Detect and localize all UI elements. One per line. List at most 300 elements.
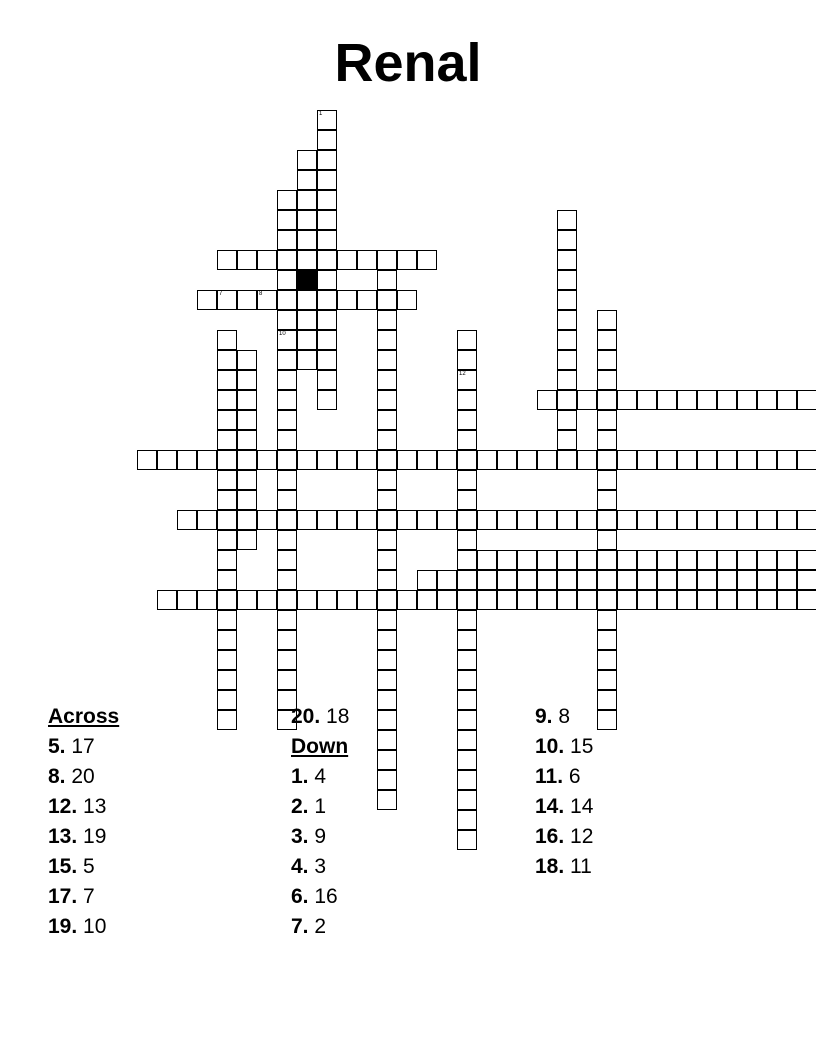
- grid-cell[interactable]: [237, 470, 257, 490]
- grid-cell[interactable]: [377, 790, 397, 810]
- grid-cell[interactable]: [697, 510, 717, 530]
- grid-cell[interactable]: [637, 590, 657, 610]
- grid-cell[interactable]: [337, 450, 357, 470]
- grid-cell[interactable]: [397, 590, 417, 610]
- grid-cell[interactable]: [437, 590, 457, 610]
- grid-cell[interactable]: [377, 750, 397, 770]
- grid-cell[interactable]: [457, 390, 477, 410]
- grid-cell[interactable]: [297, 350, 317, 370]
- grid-cell[interactable]: [477, 510, 497, 530]
- grid-cell[interactable]: [497, 510, 517, 530]
- grid-cell[interactable]: [617, 550, 637, 570]
- grid-cell[interactable]: [197, 450, 217, 470]
- grid-cell[interactable]: [377, 550, 397, 570]
- grid-cell[interactable]: [597, 410, 617, 430]
- grid-cell[interactable]: [457, 490, 477, 510]
- grid-cell[interactable]: [597, 590, 617, 610]
- grid-cell[interactable]: [297, 250, 317, 270]
- grid-cell[interactable]: [477, 450, 497, 470]
- grid-cell[interactable]: [597, 570, 617, 590]
- grid-cell[interactable]: [237, 410, 257, 430]
- grid-cell[interactable]: [177, 590, 197, 610]
- grid-cell[interactable]: [557, 370, 577, 390]
- grid-cell[interactable]: [317, 310, 337, 330]
- grid-cell[interactable]: [597, 470, 617, 490]
- grid-cell[interactable]: [657, 510, 677, 530]
- grid-cell[interactable]: [497, 570, 517, 590]
- grid-cell[interactable]: [277, 410, 297, 430]
- grid-cell[interactable]: [217, 290, 237, 310]
- grid-cell[interactable]: [237, 370, 257, 390]
- grid-cell[interactable]: [277, 290, 297, 310]
- grid-cell[interactable]: [757, 550, 777, 570]
- grid-cell[interactable]: [597, 370, 617, 390]
- grid-cell[interactable]: [417, 510, 437, 530]
- grid-cell[interactable]: [657, 570, 677, 590]
- grid-cell[interactable]: [557, 410, 577, 430]
- grid-cell[interactable]: [297, 170, 317, 190]
- grid-cell[interactable]: [277, 610, 297, 630]
- grid-cell[interactable]: [557, 330, 577, 350]
- grid-cell[interactable]: [197, 290, 217, 310]
- grid-cell[interactable]: [437, 570, 457, 590]
- grid-cell[interactable]: [377, 350, 397, 370]
- grid-cell[interactable]: [657, 390, 677, 410]
- grid-cell[interactable]: [217, 450, 237, 470]
- grid-cell[interactable]: [217, 650, 237, 670]
- grid-cell[interactable]: [697, 390, 717, 410]
- grid-cell[interactable]: [317, 510, 337, 530]
- grid-cell[interactable]: [377, 450, 397, 470]
- grid-cell[interactable]: [217, 370, 237, 390]
- grid-cell[interactable]: [757, 390, 777, 410]
- grid-cell[interactable]: [357, 290, 377, 310]
- grid-cell[interactable]: [557, 550, 577, 570]
- grid-cell[interactable]: [317, 270, 337, 290]
- grid-cell[interactable]: [617, 450, 637, 470]
- grid-cell[interactable]: [717, 390, 737, 410]
- grid-cell[interactable]: [597, 390, 617, 410]
- grid-cell[interactable]: [457, 690, 477, 710]
- grid-cell[interactable]: [377, 530, 397, 550]
- grid-cell[interactable]: [597, 530, 617, 550]
- grid-cell[interactable]: [677, 450, 697, 470]
- grid-cell[interactable]: [497, 550, 517, 570]
- grid-cell[interactable]: [237, 490, 257, 510]
- grid-cell[interactable]: [597, 670, 617, 690]
- grid-cell[interactable]: [217, 510, 237, 530]
- grid-cell[interactable]: [277, 510, 297, 530]
- grid-cell[interactable]: [397, 450, 417, 470]
- grid-cell[interactable]: [397, 290, 417, 310]
- grid-cell[interactable]: [717, 570, 737, 590]
- grid-cell[interactable]: [617, 390, 637, 410]
- grid-cell[interactable]: [457, 530, 477, 550]
- grid-cell[interactable]: [237, 250, 257, 270]
- grid-cell[interactable]: [297, 510, 317, 530]
- grid-cell[interactable]: [617, 510, 637, 530]
- grid-cell[interactable]: [457, 770, 477, 790]
- grid-cell[interactable]: [557, 450, 577, 470]
- grid-cell[interactable]: [557, 350, 577, 370]
- grid-cell[interactable]: [617, 570, 637, 590]
- grid-cell[interactable]: [537, 570, 557, 590]
- grid-cell[interactable]: [317, 130, 337, 150]
- grid-cell[interactable]: [337, 590, 357, 610]
- grid-cell[interactable]: [377, 590, 397, 610]
- grid-cell[interactable]: [597, 430, 617, 450]
- grid-cell[interactable]: [277, 250, 297, 270]
- grid-cell[interactable]: [277, 590, 297, 610]
- grid-cell[interactable]: [377, 330, 397, 350]
- grid-cell[interactable]: [717, 590, 737, 610]
- grid-cell[interactable]: [597, 550, 617, 570]
- grid-cell[interactable]: [337, 290, 357, 310]
- grid-cell[interactable]: [777, 590, 797, 610]
- grid-cell[interactable]: [257, 510, 277, 530]
- grid-cell[interactable]: [557, 430, 577, 450]
- grid-cell[interactable]: [217, 570, 237, 590]
- grid-cell[interactable]: [377, 250, 397, 270]
- grid-cell[interactable]: [757, 450, 777, 470]
- grid-cell[interactable]: [457, 730, 477, 750]
- grid-cell[interactable]: [257, 590, 277, 610]
- grid-cell[interactable]: [597, 490, 617, 510]
- grid-cell[interactable]: [717, 450, 737, 470]
- grid-cell[interactable]: [697, 450, 717, 470]
- grid-cell[interactable]: [557, 590, 577, 610]
- grid-cell[interactable]: [737, 550, 757, 570]
- grid-cell[interactable]: [457, 790, 477, 810]
- grid-cell[interactable]: [257, 250, 277, 270]
- grid-cell[interactable]: [337, 250, 357, 270]
- grid-cell[interactable]: [197, 590, 217, 610]
- grid-cell[interactable]: [597, 450, 617, 470]
- grid-cell[interactable]: [777, 450, 797, 470]
- grid-cell[interactable]: [557, 570, 577, 590]
- grid-cell[interactable]: [277, 310, 297, 330]
- grid-cell[interactable]: [577, 390, 597, 410]
- grid-cell[interactable]: [217, 690, 237, 710]
- grid-cell[interactable]: [217, 330, 237, 350]
- grid-cell[interactable]: [457, 410, 477, 430]
- grid-cell[interactable]: [697, 570, 717, 590]
- grid-cell[interactable]: [317, 150, 337, 170]
- grid-cell[interactable]: [157, 590, 177, 610]
- grid-cell[interactable]: [717, 550, 737, 570]
- grid-cell[interactable]: [637, 550, 657, 570]
- grid-cell[interactable]: [217, 590, 237, 610]
- grid-cell[interactable]: [457, 350, 477, 370]
- grid-cell[interactable]: [457, 510, 477, 530]
- grid-cell[interactable]: [737, 510, 757, 530]
- grid-cell[interactable]: [557, 230, 577, 250]
- grid-cell[interactable]: [237, 530, 257, 550]
- grid-cell[interactable]: [537, 390, 557, 410]
- grid-cell[interactable]: [377, 570, 397, 590]
- grid-cell[interactable]: [297, 290, 317, 310]
- grid-cell[interactable]: [677, 550, 697, 570]
- grid-cell[interactable]: [557, 310, 577, 330]
- grid-cell[interactable]: [597, 630, 617, 650]
- grid-cell[interactable]: [317, 350, 337, 370]
- grid-cell[interactable]: [537, 450, 557, 470]
- grid-cell[interactable]: [237, 430, 257, 450]
- grid-cell[interactable]: [417, 250, 437, 270]
- grid-cell[interactable]: [557, 390, 577, 410]
- grid-cell[interactable]: [277, 650, 297, 670]
- grid-cell[interactable]: [677, 390, 697, 410]
- grid-cell[interactable]: [317, 170, 337, 190]
- grid-cell[interactable]: [277, 390, 297, 410]
- grid-cell[interactable]: [457, 550, 477, 570]
- grid-cell[interactable]: [677, 510, 697, 530]
- grid-cell[interactable]: [777, 550, 797, 570]
- grid-cell[interactable]: [637, 450, 657, 470]
- grid-cell[interactable]: [177, 450, 197, 470]
- grid-cell[interactable]: [457, 710, 477, 730]
- grid-cell[interactable]: [377, 610, 397, 630]
- grid-cell[interactable]: [217, 670, 237, 690]
- grid-cell[interactable]: [277, 530, 297, 550]
- grid-cell[interactable]: [377, 410, 397, 430]
- grid-cell[interactable]: [277, 450, 297, 470]
- grid-cell[interactable]: [677, 570, 697, 590]
- grid-cell[interactable]: [277, 350, 297, 370]
- grid-cell[interactable]: [577, 550, 597, 570]
- grid-cell[interactable]: [737, 390, 757, 410]
- grid-cell[interactable]: [317, 330, 337, 350]
- grid-cell[interactable]: [377, 470, 397, 490]
- grid-cell[interactable]: [797, 510, 816, 530]
- grid-cell[interactable]: [137, 450, 157, 470]
- grid-cell[interactable]: [277, 550, 297, 570]
- grid-cell[interactable]: [297, 230, 317, 250]
- grid-cell[interactable]: [317, 190, 337, 210]
- grid-cell[interactable]: [297, 150, 317, 170]
- grid-cell[interactable]: [317, 370, 337, 390]
- grid-cell[interactable]: [537, 590, 557, 610]
- grid-cell[interactable]: [617, 590, 637, 610]
- grid-cell[interactable]: [317, 450, 337, 470]
- grid-cell[interactable]: [417, 570, 437, 590]
- grid-cell[interactable]: [277, 190, 297, 210]
- grid-cell[interactable]: [597, 610, 617, 630]
- grid-cell[interactable]: [577, 510, 597, 530]
- grid-cell[interactable]: [377, 670, 397, 690]
- grid-cell[interactable]: [437, 450, 457, 470]
- grid-cell[interactable]: [597, 510, 617, 530]
- grid-cell[interactable]: [217, 390, 237, 410]
- grid-cell[interactable]: [797, 550, 816, 570]
- grid-cell[interactable]: [597, 650, 617, 670]
- grid-cell[interactable]: [457, 570, 477, 590]
- grid-cell[interactable]: [217, 630, 237, 650]
- grid-cell[interactable]: [257, 290, 277, 310]
- grid-cell[interactable]: [317, 110, 337, 130]
- grid-cell[interactable]: [377, 730, 397, 750]
- grid-cell[interactable]: [217, 470, 237, 490]
- grid-cell[interactable]: [397, 250, 417, 270]
- grid-cell[interactable]: [277, 470, 297, 490]
- grid-cell[interactable]: [157, 450, 177, 470]
- grid-cell[interactable]: [777, 510, 797, 530]
- grid-cell[interactable]: [657, 450, 677, 470]
- grid-cell[interactable]: [637, 510, 657, 530]
- grid-cell[interactable]: [377, 490, 397, 510]
- grid-cell[interactable]: [337, 510, 357, 530]
- grid-cell[interactable]: [457, 370, 477, 390]
- grid-cell[interactable]: [377, 290, 397, 310]
- grid-cell[interactable]: [757, 590, 777, 610]
- grid-cell[interactable]: [517, 570, 537, 590]
- grid-cell[interactable]: [277, 670, 297, 690]
- grid-cell[interactable]: [457, 650, 477, 670]
- grid-cell[interactable]: [217, 410, 237, 430]
- grid-cell[interactable]: [297, 190, 317, 210]
- grid-cell[interactable]: [557, 290, 577, 310]
- grid-cell[interactable]: [757, 510, 777, 530]
- grid-cell[interactable]: [277, 630, 297, 650]
- grid-cell[interactable]: [237, 390, 257, 410]
- grid-cell[interactable]: [557, 270, 577, 290]
- grid-cell[interactable]: [657, 550, 677, 570]
- grid-cell[interactable]: [297, 310, 317, 330]
- grid-cell[interactable]: [777, 570, 797, 590]
- grid-cell[interactable]: [537, 510, 557, 530]
- grid-cell[interactable]: [357, 450, 377, 470]
- grid-cell[interactable]: [297, 330, 317, 350]
- grid-cell[interactable]: [377, 510, 397, 530]
- grid-cell[interactable]: [517, 550, 537, 570]
- grid-cell[interactable]: [477, 550, 497, 570]
- grid-cell[interactable]: [477, 590, 497, 610]
- grid-cell[interactable]: [457, 830, 477, 850]
- grid-cell[interactable]: [797, 590, 816, 610]
- grid-cell[interactable]: [317, 250, 337, 270]
- grid-cell[interactable]: [537, 550, 557, 570]
- grid-cell[interactable]: [277, 370, 297, 390]
- grid-cell[interactable]: [277, 330, 297, 350]
- grid-cell[interactable]: [477, 570, 497, 590]
- grid-cell[interactable]: [597, 350, 617, 370]
- grid-cell[interactable]: [237, 290, 257, 310]
- grid-cell[interactable]: [377, 710, 397, 730]
- grid-cell[interactable]: [317, 390, 337, 410]
- grid-cell[interactable]: [737, 450, 757, 470]
- grid-cell[interactable]: [697, 590, 717, 610]
- grid-cell[interactable]: [277, 430, 297, 450]
- grid-cell[interactable]: [497, 590, 517, 610]
- grid-cell[interactable]: [317, 230, 337, 250]
- grid-cell[interactable]: [737, 570, 757, 590]
- grid-cell[interactable]: [417, 590, 437, 610]
- grid-cell[interactable]: [577, 590, 597, 610]
- grid-cell[interactable]: [377, 430, 397, 450]
- grid-cell[interactable]: [377, 690, 397, 710]
- grid-cell[interactable]: [277, 490, 297, 510]
- grid-cell[interactable]: [197, 510, 217, 530]
- grid-cell[interactable]: [237, 590, 257, 610]
- grid-cell[interactable]: [377, 630, 397, 650]
- grid-cell[interactable]: [277, 570, 297, 590]
- grid-cell[interactable]: [557, 210, 577, 230]
- grid-cell[interactable]: [437, 510, 457, 530]
- grid-cell[interactable]: [297, 210, 317, 230]
- grid-cell[interactable]: [317, 210, 337, 230]
- grid-cell[interactable]: [237, 510, 257, 530]
- grid-cell[interactable]: [457, 610, 477, 630]
- grid-cell[interactable]: [217, 350, 237, 370]
- grid-cell[interactable]: [777, 390, 797, 410]
- grid-cell[interactable]: [577, 450, 597, 470]
- grid-cell[interactable]: [557, 510, 577, 530]
- grid-cell[interactable]: [457, 810, 477, 830]
- grid-cell[interactable]: [457, 590, 477, 610]
- grid-cell[interactable]: [297, 450, 317, 470]
- grid-cell[interactable]: [717, 510, 737, 530]
- grid-cell[interactable]: [597, 690, 617, 710]
- grid-cell[interactable]: [217, 250, 237, 270]
- grid-cell[interactable]: [317, 590, 337, 610]
- grid-cell[interactable]: [277, 270, 297, 290]
- grid-cell[interactable]: [517, 510, 537, 530]
- grid-cell[interactable]: [377, 370, 397, 390]
- grid-cell[interactable]: [457, 430, 477, 450]
- grid-cell[interactable]: [677, 590, 697, 610]
- grid-cell[interactable]: [517, 590, 537, 610]
- grid-cell[interactable]: [797, 450, 816, 470]
- grid-cell[interactable]: [637, 570, 657, 590]
- grid-cell[interactable]: [377, 390, 397, 410]
- grid-cell[interactable]: [417, 450, 437, 470]
- grid-cell[interactable]: [377, 770, 397, 790]
- grid-cell[interactable]: [217, 530, 237, 550]
- grid-cell[interactable]: [377, 270, 397, 290]
- grid-cell[interactable]: [517, 450, 537, 470]
- grid-cell[interactable]: [757, 570, 777, 590]
- grid-cell[interactable]: [657, 590, 677, 610]
- grid-cell[interactable]: [737, 590, 757, 610]
- grid-cell[interactable]: [557, 250, 577, 270]
- grid-cell[interactable]: [457, 750, 477, 770]
- grid-cell[interactable]: [237, 450, 257, 470]
- grid-cell[interactable]: [597, 710, 617, 730]
- grid-cell[interactable]: [797, 390, 816, 410]
- grid-cell[interactable]: [797, 570, 816, 590]
- grid-cell[interactable]: [597, 310, 617, 330]
- grid-cell[interactable]: [297, 590, 317, 610]
- grid-cell[interactable]: [457, 670, 477, 690]
- grid-cell[interactable]: [457, 470, 477, 490]
- grid-cell[interactable]: [357, 590, 377, 610]
- grid-cell[interactable]: [377, 650, 397, 670]
- grid-cell[interactable]: [217, 710, 237, 730]
- grid-cell[interactable]: [237, 350, 257, 370]
- grid-cell[interactable]: [457, 330, 477, 350]
- grid-cell[interactable]: [357, 250, 377, 270]
- grid-cell[interactable]: [257, 450, 277, 470]
- grid-cell[interactable]: [457, 450, 477, 470]
- grid-cell[interactable]: [597, 330, 617, 350]
- grid-cell[interactable]: [697, 550, 717, 570]
- grid-cell[interactable]: [377, 310, 397, 330]
- grid-cell[interactable]: [637, 390, 657, 410]
- grid-cell[interactable]: [277, 230, 297, 250]
- grid-cell[interactable]: [217, 610, 237, 630]
- grid-cell[interactable]: [217, 550, 237, 570]
- grid-cell[interactable]: [497, 450, 517, 470]
